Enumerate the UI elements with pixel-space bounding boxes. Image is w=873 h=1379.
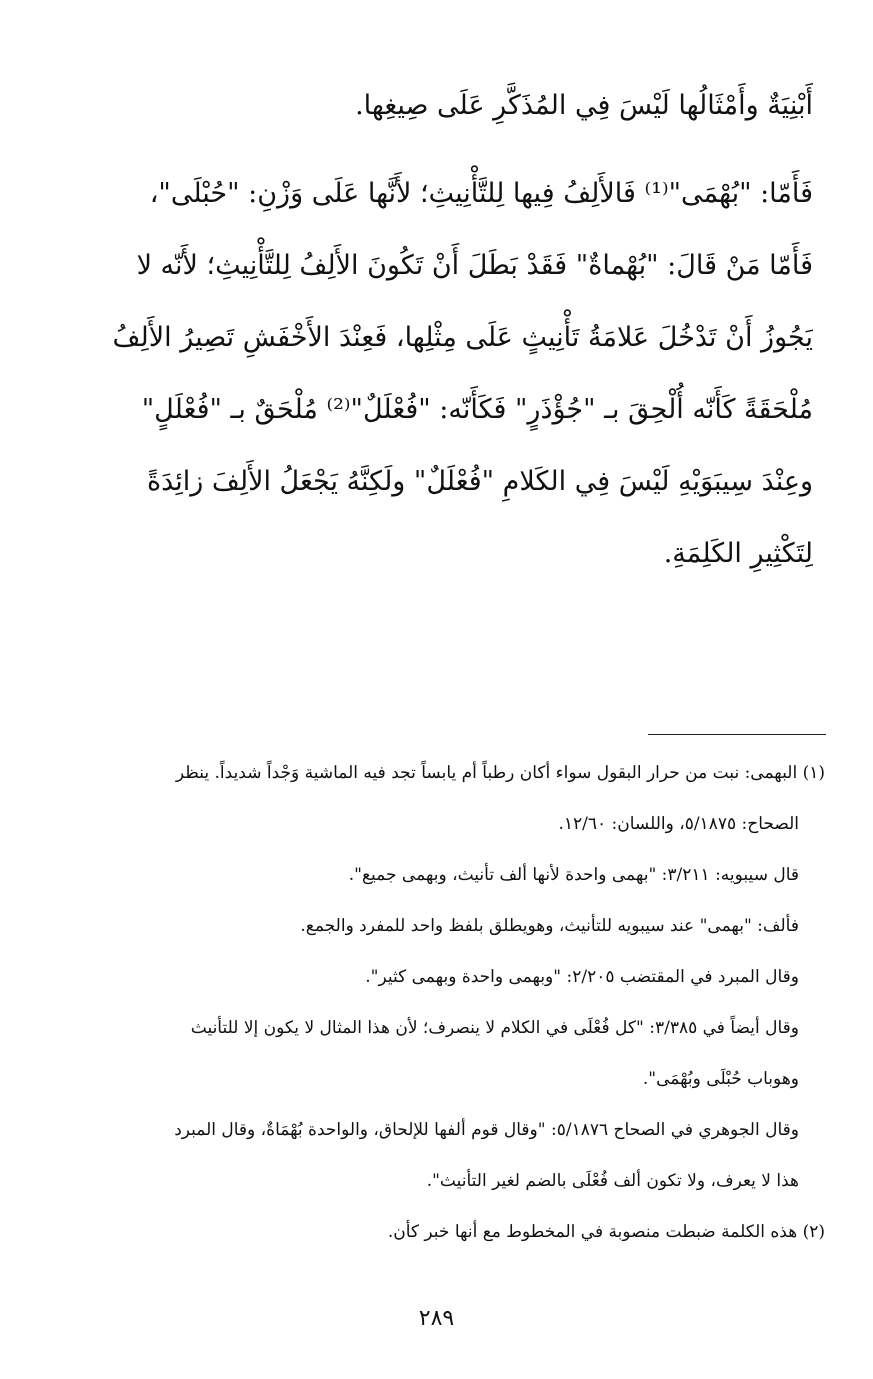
footnote-line: وقال الجوهري في الصحاح ٥/١٨٧٦: "وقال قوم ألفها للإلحاق، والواحدة بُهْمَاةٌ، وقال المبرد (174, 1120, 799, 1140)
footnote-line: الصحاح: ٥/١٨٧٥، واللسان: ١٢/٦٠. (558, 814, 799, 834)
main-text-line: فَأَمّا مَنْ قَالَ: "بُهْماةٌ" فَقَدْ بَطَلَ أَنْ تَكُونَ الأَلِفُ لِلتَّأْنِيثِ؛ لأَنّه لا (136, 250, 813, 281)
footnote-line: قال سيبويه: ٣/٢١١: "بهمى واحدة لأنها ألف تأنيث، وبهمى جميع". (348, 865, 799, 885)
main-text-block (78, 70, 813, 590)
main-text-line: لِتَكْثِيرِ الكَلِمَةِ. (663, 538, 813, 569)
main-text-line: فَأَمّا: "بُهْمَى"⁽¹⁾ فَالأَلِفُ فِيها لِلتَّأْنِيثِ؛ لأَنَّها عَلَى وَزْنِ: "حُبْلَى"، (149, 178, 813, 209)
footnote-line: (١) البهمى: نبت من حرار البقول سواء أكان رطباً أم يابساً تجد فيه الماشية وَجْداً شديداً. ينظر (175, 763, 825, 783)
footnote-line: وقال أيضاً في ٣/٣٨٥: "كل فُعْلَى في الكلام لا ينصرف؛ لأن هذا المثال لا يكون إلا للتأنيث (190, 1018, 799, 1038)
main-text-line: يَجُوزُ أَنْ تَدْخُلَ عَلامَةُ تَأْنِيثٍ عَلَى مِثْلِها، فَعِنْدَ الأَخْفَشِ تَصِيرُ الأَلِفُ (112, 322, 813, 353)
footnote-line: (٢) هذه الكلمة ضبطت منصوبة في المخطوط مع أنها خبر كأن. (387, 1222, 825, 1242)
main-text-line: أَبْنِيَةٌ وأَمْثَالُها لَيْسَ فِي المُذَكَّرِ عَلَى صِيغِها. (355, 90, 813, 121)
page-number: ٢٨٩ (418, 1306, 455, 1331)
footnote-separator (648, 734, 826, 735)
main-text-line: مُلْحَقَةً كَأَنّه أُلْحِقَ بـ "جُؤْذَرٍ" فَكَأَنّه: "فُعْلَلٌ"⁽²⁾ مُلْحَقٌ بـ "فُعْلَلٍ" (141, 394, 813, 425)
main-text-line: وعِنْدَ سِيبَوَيْهِ لَيْسَ فِي الكَلامِ "فُعْلَلٌ" ولَكِنَّهُ يَجْعَلُ الأَلِفَ زائِدَةً (146, 466, 813, 497)
footnote-line: وقال المبرد في المقتضب ٢/٢٠٥: "وبهمى واحدة وبهمى كثير". (365, 967, 799, 987)
footnote-line: وهوباب حُبْلَى وبُهْمَى". (642, 1069, 799, 1089)
footnotes-block (80, 753, 825, 1263)
footnote-line: فألف: "بهمى" عند سيبويه للتأنيث، وهويطلق بلفظ واحد للمفرد والجمع. (300, 916, 799, 936)
footnote-line: هذا لا يعرف، ولا تكون ألف فُعْلَى بالضم لغير التأنيث". (426, 1171, 799, 1191)
